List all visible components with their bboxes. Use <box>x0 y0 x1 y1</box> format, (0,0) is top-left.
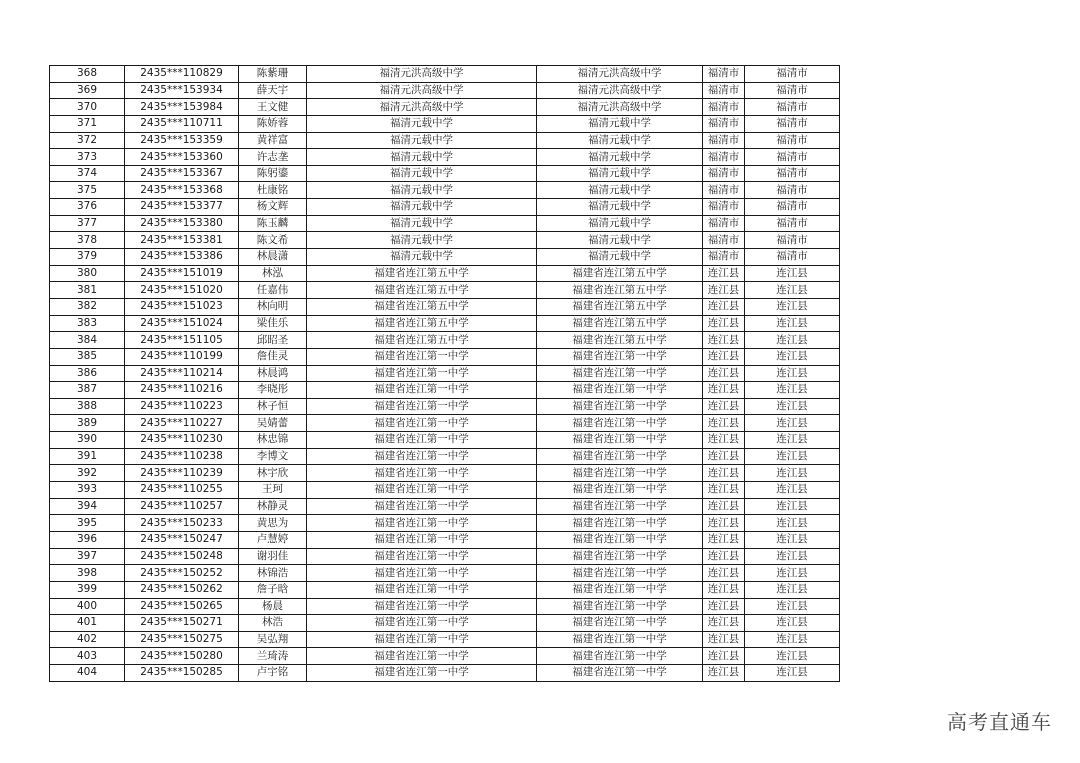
district-cell: 连江县 <box>745 432 840 449</box>
candidate-id-cell: 2435***153368 <box>125 182 239 199</box>
district-cell: 福清市 <box>745 165 840 182</box>
admission-school-cell: 福清元载中学 <box>537 199 703 216</box>
rank-cell: 373 <box>50 149 125 166</box>
school-cell: 福清元载中学 <box>307 182 537 199</box>
admission-school-cell: 福清元载中学 <box>537 249 703 266</box>
admission-school-cell: 福清元载中学 <box>537 132 703 149</box>
district-cell: 连江县 <box>745 631 840 648</box>
district-cell: 福清市 <box>745 249 840 266</box>
district-cell: 连江县 <box>745 598 840 615</box>
district-cell: 连江县 <box>745 315 840 332</box>
student-name-cell: 林静灵 <box>239 498 307 515</box>
candidate-id-cell: 2435***110227 <box>125 415 239 432</box>
school-cell: 福建省连江第一中学 <box>307 415 537 432</box>
school-cell: 福清元洪高级中学 <box>307 99 537 116</box>
district-cell: 连江县 <box>745 498 840 515</box>
table-row <box>50 615 840 632</box>
school-cell: 福清元载中学 <box>307 149 537 166</box>
district-cell: 连江县 <box>745 565 840 582</box>
candidate-id-cell: 2435***151020 <box>125 282 239 299</box>
rank-cell: 369 <box>50 82 125 99</box>
table-row <box>50 531 840 548</box>
county-cell: 连江县 <box>703 382 745 399</box>
district-cell: 连江县 <box>745 465 840 482</box>
student-name-cell: 林向明 <box>239 298 307 315</box>
admission-school-cell: 福建省连江第一中学 <box>537 531 703 548</box>
school-cell: 福建省连江第一中学 <box>307 565 537 582</box>
candidate-id-cell: 2435***110216 <box>125 382 239 399</box>
admission-school-cell: 福建省连江第一中学 <box>537 515 703 532</box>
district-cell: 福清市 <box>745 149 840 166</box>
school-cell: 福清元载中学 <box>307 249 537 266</box>
table-row <box>50 82 840 99</box>
candidate-id-cell: 2435***110829 <box>125 66 239 83</box>
county-cell: 连江县 <box>703 581 745 598</box>
rank-cell: 384 <box>50 332 125 349</box>
candidate-id-cell: 2435***151105 <box>125 332 239 349</box>
district-cell: 连江县 <box>745 482 840 499</box>
candidate-id-cell: 2435***110255 <box>125 482 239 499</box>
school-cell: 福建省连江第五中学 <box>307 298 537 315</box>
admission-school-cell: 福建省连江第五中学 <box>537 265 703 282</box>
candidate-id-cell: 2435***110711 <box>125 115 239 132</box>
district-cell: 连江县 <box>745 648 840 665</box>
admission-school-cell: 福建省连江第一中学 <box>537 665 703 682</box>
rank-cell: 377 <box>50 215 125 232</box>
rank-cell: 391 <box>50 448 125 465</box>
candidate-id-cell: 2435***153984 <box>125 99 239 116</box>
student-name-cell: 陈玉麟 <box>239 215 307 232</box>
district-cell: 连江县 <box>745 665 840 682</box>
school-cell: 福建省连江第五中学 <box>307 265 537 282</box>
district-cell: 连江县 <box>745 398 840 415</box>
school-cell: 福建省连江第一中学 <box>307 348 537 365</box>
county-cell: 连江县 <box>703 348 745 365</box>
rank-cell: 404 <box>50 665 125 682</box>
student-name-cell: 王文健 <box>239 99 307 116</box>
county-cell: 连江县 <box>703 498 745 515</box>
admission-school-cell: 福清元载中学 <box>537 149 703 166</box>
district-cell: 连江县 <box>745 448 840 465</box>
candidate-id-cell: 2435***150280 <box>125 648 239 665</box>
rank-cell: 402 <box>50 631 125 648</box>
student-name-cell: 吴婧蕾 <box>239 415 307 432</box>
candidate-id-cell: 2435***150252 <box>125 565 239 582</box>
rank-cell: 396 <box>50 531 125 548</box>
county-cell: 连江县 <box>703 565 745 582</box>
district-cell: 连江县 <box>745 298 840 315</box>
rank-cell: 403 <box>50 648 125 665</box>
student-name-cell: 杨晨 <box>239 598 307 615</box>
school-cell: 福清元载中学 <box>307 232 537 249</box>
candidate-id-cell: 2435***153381 <box>125 232 239 249</box>
candidate-id-cell: 2435***153367 <box>125 165 239 182</box>
student-name-cell: 薛天宇 <box>239 82 307 99</box>
county-cell: 连江县 <box>703 432 745 449</box>
district-cell: 连江县 <box>745 382 840 399</box>
admission-school-cell: 福清元洪高级中学 <box>537 99 703 116</box>
table-row <box>50 665 840 682</box>
rank-cell: 383 <box>50 315 125 332</box>
school-cell: 福建省连江第一中学 <box>307 648 537 665</box>
table-row <box>50 648 840 665</box>
student-name-cell: 梁佳乐 <box>239 315 307 332</box>
table-row <box>50 165 840 182</box>
school-cell: 福清元洪高级中学 <box>307 82 537 99</box>
rank-cell: 382 <box>50 298 125 315</box>
district-cell: 连江县 <box>745 615 840 632</box>
admission-school-cell: 福清元载中学 <box>537 115 703 132</box>
rank-cell: 390 <box>50 432 125 449</box>
rank-cell: 375 <box>50 182 125 199</box>
student-name-cell: 卢宇铭 <box>239 665 307 682</box>
candidate-id-cell: 2435***153386 <box>125 249 239 266</box>
county-cell: 连江县 <box>703 265 745 282</box>
table-row <box>50 598 840 615</box>
county-cell: 连江县 <box>703 531 745 548</box>
table-row <box>50 132 840 149</box>
table-row <box>50 99 840 116</box>
candidate-id-cell: 2435***110238 <box>125 448 239 465</box>
rank-cell: 393 <box>50 482 125 499</box>
roster-table <box>49 65 840 682</box>
rank-cell: 399 <box>50 581 125 598</box>
table-row <box>50 149 840 166</box>
table-row <box>50 348 840 365</box>
student-name-cell: 黄思为 <box>239 515 307 532</box>
school-cell: 福建省连江第五中学 <box>307 282 537 299</box>
table-row <box>50 249 840 266</box>
county-cell: 连江县 <box>703 465 745 482</box>
student-name-cell: 王珂 <box>239 482 307 499</box>
county-cell: 连江县 <box>703 282 745 299</box>
school-cell: 福建省连江第一中学 <box>307 615 537 632</box>
candidate-id-cell: 2435***150285 <box>125 665 239 682</box>
candidate-id-cell: 2435***110214 <box>125 365 239 382</box>
student-name-cell: 林宇欣 <box>239 465 307 482</box>
table-row <box>50 215 840 232</box>
table-row <box>50 199 840 216</box>
admission-school-cell: 福建省连江第一中学 <box>537 365 703 382</box>
student-name-cell: 卢慧婷 <box>239 531 307 548</box>
district-cell: 连江县 <box>745 581 840 598</box>
candidate-id-cell: 2435***110199 <box>125 348 239 365</box>
student-name-cell: 杜康铭 <box>239 182 307 199</box>
table-row <box>50 581 840 598</box>
county-cell: 连江县 <box>703 548 745 565</box>
rank-cell: 400 <box>50 598 125 615</box>
rank-cell: 387 <box>50 382 125 399</box>
county-cell: 连江县 <box>703 332 745 349</box>
student-name-cell: 邱昭圣 <box>239 332 307 349</box>
admission-school-cell: 福建省连江第一中学 <box>537 498 703 515</box>
student-name-cell: 李晓彤 <box>239 382 307 399</box>
table-row <box>50 382 840 399</box>
county-cell: 福清市 <box>703 132 745 149</box>
student-name-cell: 许志垄 <box>239 149 307 166</box>
county-cell: 连江县 <box>703 398 745 415</box>
watermark-text: 高考直通车 <box>947 710 1052 734</box>
admission-school-cell: 福建省连江第五中学 <box>537 282 703 299</box>
student-name-cell: 黄祥富 <box>239 132 307 149</box>
school-cell: 福清元载中学 <box>307 215 537 232</box>
rank-cell: 398 <box>50 565 125 582</box>
county-cell: 连江县 <box>703 515 745 532</box>
district-cell: 福清市 <box>745 182 840 199</box>
county-cell: 福清市 <box>703 165 745 182</box>
county-cell: 福清市 <box>703 249 745 266</box>
district-cell: 连江县 <box>745 332 840 349</box>
district-cell: 福清市 <box>745 215 840 232</box>
rank-cell: 392 <box>50 465 125 482</box>
candidate-id-cell: 2435***150248 <box>125 548 239 565</box>
county-cell: 福清市 <box>703 232 745 249</box>
student-name-cell: 陈文希 <box>239 232 307 249</box>
school-cell: 福清元载中学 <box>307 199 537 216</box>
rank-cell: 395 <box>50 515 125 532</box>
school-cell: 福清元洪高级中学 <box>307 66 537 83</box>
school-cell: 福建省连江第一中学 <box>307 531 537 548</box>
school-cell: 福建省连江第一中学 <box>307 631 537 648</box>
county-cell: 福清市 <box>703 215 745 232</box>
school-cell: 福建省连江第五中学 <box>307 332 537 349</box>
admission-school-cell: 福清元载中学 <box>537 232 703 249</box>
county-cell: 连江县 <box>703 415 745 432</box>
table-row <box>50 66 840 83</box>
rank-cell: 374 <box>50 165 125 182</box>
school-cell: 福建省连江第一中学 <box>307 548 537 565</box>
rank-cell: 371 <box>50 115 125 132</box>
candidate-id-cell: 2435***150271 <box>125 615 239 632</box>
school-cell: 福建省连江第一中学 <box>307 598 537 615</box>
admission-school-cell: 福建省连江第一中学 <box>537 548 703 565</box>
student-name-cell: 李博文 <box>239 448 307 465</box>
school-cell: 福建省连江第一中学 <box>307 382 537 399</box>
district-cell: 连江县 <box>745 548 840 565</box>
county-cell: 福清市 <box>703 66 745 83</box>
rank-cell: 389 <box>50 415 125 432</box>
table-row <box>50 282 840 299</box>
candidate-id-cell: 2435***110257 <box>125 498 239 515</box>
county-cell: 连江县 <box>703 298 745 315</box>
admission-school-cell: 福建省连江第五中学 <box>537 315 703 332</box>
student-name-cell: 林晨鸿 <box>239 365 307 382</box>
district-cell: 福清市 <box>745 99 840 116</box>
student-name-cell: 林忠锦 <box>239 432 307 449</box>
district-cell: 连江县 <box>745 265 840 282</box>
table-row <box>50 265 840 282</box>
admission-school-cell: 福建省连江第一中学 <box>537 382 703 399</box>
candidate-id-cell: 2435***150233 <box>125 515 239 532</box>
admission-school-cell: 福清元洪高级中学 <box>537 66 703 83</box>
rank-cell: 381 <box>50 282 125 299</box>
table-row <box>50 482 840 499</box>
county-cell: 福清市 <box>703 182 745 199</box>
admission-school-cell: 福建省连江第一中学 <box>537 448 703 465</box>
district-cell: 连江县 <box>745 348 840 365</box>
candidate-id-cell: 2435***110239 <box>125 465 239 482</box>
admission-school-cell: 福建省连江第一中学 <box>537 482 703 499</box>
school-cell: 福建省连江第一中学 <box>307 365 537 382</box>
table-row <box>50 315 840 332</box>
candidate-id-cell: 2435***110230 <box>125 432 239 449</box>
admission-school-cell: 福清元洪高级中学 <box>537 82 703 99</box>
table-row <box>50 332 840 349</box>
district-cell: 连江县 <box>745 515 840 532</box>
table-row <box>50 498 840 515</box>
table-row <box>50 548 840 565</box>
candidate-id-cell: 2435***110223 <box>125 398 239 415</box>
candidate-id-cell: 2435***151023 <box>125 298 239 315</box>
candidate-id-cell: 2435***153377 <box>125 199 239 216</box>
admission-school-cell: 福建省连江第一中学 <box>537 398 703 415</box>
school-cell: 福建省连江第一中学 <box>307 398 537 415</box>
candidate-id-cell: 2435***151024 <box>125 315 239 332</box>
rank-cell: 388 <box>50 398 125 415</box>
admission-school-cell: 福建省连江第一中学 <box>537 631 703 648</box>
table-row <box>50 115 840 132</box>
table-row <box>50 465 840 482</box>
table-row <box>50 398 840 415</box>
table-row <box>50 448 840 465</box>
student-name-cell: 詹子晗 <box>239 581 307 598</box>
county-cell: 福清市 <box>703 199 745 216</box>
candidate-id-cell: 2435***150247 <box>125 531 239 548</box>
student-name-cell: 谢羽佳 <box>239 548 307 565</box>
school-cell: 福清元载中学 <box>307 115 537 132</box>
admission-school-cell: 福建省连江第一中学 <box>537 648 703 665</box>
admission-school-cell: 福建省连江第一中学 <box>537 598 703 615</box>
admission-school-cell: 福建省连江第一中学 <box>537 348 703 365</box>
admission-school-cell: 福清元载中学 <box>537 165 703 182</box>
district-cell: 福清市 <box>745 232 840 249</box>
table-row <box>50 565 840 582</box>
county-cell: 福清市 <box>703 149 745 166</box>
county-cell: 连江县 <box>703 615 745 632</box>
district-cell: 连江县 <box>745 531 840 548</box>
school-cell: 福清元载中学 <box>307 132 537 149</box>
admission-school-cell: 福建省连江第一中学 <box>537 565 703 582</box>
school-cell: 福建省连江第一中学 <box>307 465 537 482</box>
rank-cell: 394 <box>50 498 125 515</box>
district-cell: 连江县 <box>745 415 840 432</box>
school-cell: 福建省连江第一中学 <box>307 448 537 465</box>
district-cell: 连江县 <box>745 365 840 382</box>
county-cell: 连江县 <box>703 665 745 682</box>
student-name-cell: 林泓 <box>239 265 307 282</box>
admission-school-cell: 福建省连江第一中学 <box>537 432 703 449</box>
candidate-id-cell: 2435***153934 <box>125 82 239 99</box>
roster-body <box>50 66 840 682</box>
admission-school-cell: 福建省连江第一中学 <box>537 581 703 598</box>
student-name-cell: 詹佳灵 <box>239 348 307 365</box>
admission-school-cell: 福建省连江第一中学 <box>537 465 703 482</box>
student-name-cell: 杨文辉 <box>239 199 307 216</box>
candidate-id-cell: 2435***150265 <box>125 598 239 615</box>
rank-cell: 397 <box>50 548 125 565</box>
admission-school-cell: 福建省连江第一中学 <box>537 615 703 632</box>
county-cell: 福清市 <box>703 82 745 99</box>
table-row <box>50 631 840 648</box>
school-cell: 福清元载中学 <box>307 165 537 182</box>
student-name-cell: 林浩 <box>239 615 307 632</box>
table-row <box>50 515 840 532</box>
candidate-id-cell: 2435***153359 <box>125 132 239 149</box>
district-cell: 福清市 <box>745 66 840 83</box>
rank-cell: 368 <box>50 66 125 83</box>
student-name-cell: 吴弘翔 <box>239 631 307 648</box>
rank-cell: 379 <box>50 249 125 266</box>
district-cell: 福清市 <box>745 132 840 149</box>
school-cell: 福建省连江第一中学 <box>307 498 537 515</box>
school-cell: 福建省连江第一中学 <box>307 515 537 532</box>
district-cell: 福清市 <box>745 115 840 132</box>
rank-cell: 376 <box>50 199 125 216</box>
rank-cell: 386 <box>50 365 125 382</box>
county-cell: 连江县 <box>703 365 745 382</box>
admission-school-cell: 福清元载中学 <box>537 215 703 232</box>
rank-cell: 385 <box>50 348 125 365</box>
candidate-id-cell: 2435***153380 <box>125 215 239 232</box>
district-cell: 福清市 <box>745 199 840 216</box>
county-cell: 连江县 <box>703 631 745 648</box>
candidate-id-cell: 2435***150275 <box>125 631 239 648</box>
school-cell: 福建省连江第一中学 <box>307 482 537 499</box>
student-name-cell: 兰琦涛 <box>239 648 307 665</box>
rank-cell: 370 <box>50 99 125 116</box>
county-cell: 福清市 <box>703 115 745 132</box>
table-row <box>50 298 840 315</box>
student-name-cell: 陈紫珊 <box>239 66 307 83</box>
student-name-cell: 任嘉伟 <box>239 282 307 299</box>
county-cell: 连江县 <box>703 482 745 499</box>
district-cell: 福清市 <box>745 82 840 99</box>
candidate-id-cell: 2435***153360 <box>125 149 239 166</box>
admission-school-cell: 福建省连江第五中学 <box>537 332 703 349</box>
rank-cell: 372 <box>50 132 125 149</box>
county-cell: 连江县 <box>703 315 745 332</box>
candidate-id-cell: 2435***150262 <box>125 581 239 598</box>
student-name-cell: 陈娇蓉 <box>239 115 307 132</box>
county-cell: 连江县 <box>703 448 745 465</box>
table-row <box>50 415 840 432</box>
county-cell: 福清市 <box>703 99 745 116</box>
table-row <box>50 432 840 449</box>
admission-school-cell: 福清元载中学 <box>537 182 703 199</box>
district-cell: 连江县 <box>745 282 840 299</box>
school-cell: 福建省连江第一中学 <box>307 432 537 449</box>
rank-cell: 378 <box>50 232 125 249</box>
table-row <box>50 365 840 382</box>
school-cell: 福建省连江第五中学 <box>307 315 537 332</box>
table-row <box>50 182 840 199</box>
county-cell: 连江县 <box>703 648 745 665</box>
school-cell: 福建省连江第一中学 <box>307 665 537 682</box>
rank-cell: 401 <box>50 615 125 632</box>
admission-school-cell: 福建省连江第一中学 <box>537 415 703 432</box>
rank-cell: 380 <box>50 265 125 282</box>
student-name-cell: 陈躬鎏 <box>239 165 307 182</box>
student-name-cell: 林晨潇 <box>239 249 307 266</box>
school-cell: 福建省连江第一中学 <box>307 581 537 598</box>
county-cell: 连江县 <box>703 598 745 615</box>
table-row <box>50 232 840 249</box>
student-name-cell: 林子恒 <box>239 398 307 415</box>
candidate-id-cell: 2435***151019 <box>125 265 239 282</box>
admission-school-cell: 福建省连江第五中学 <box>537 298 703 315</box>
student-name-cell: 林锦浩 <box>239 565 307 582</box>
